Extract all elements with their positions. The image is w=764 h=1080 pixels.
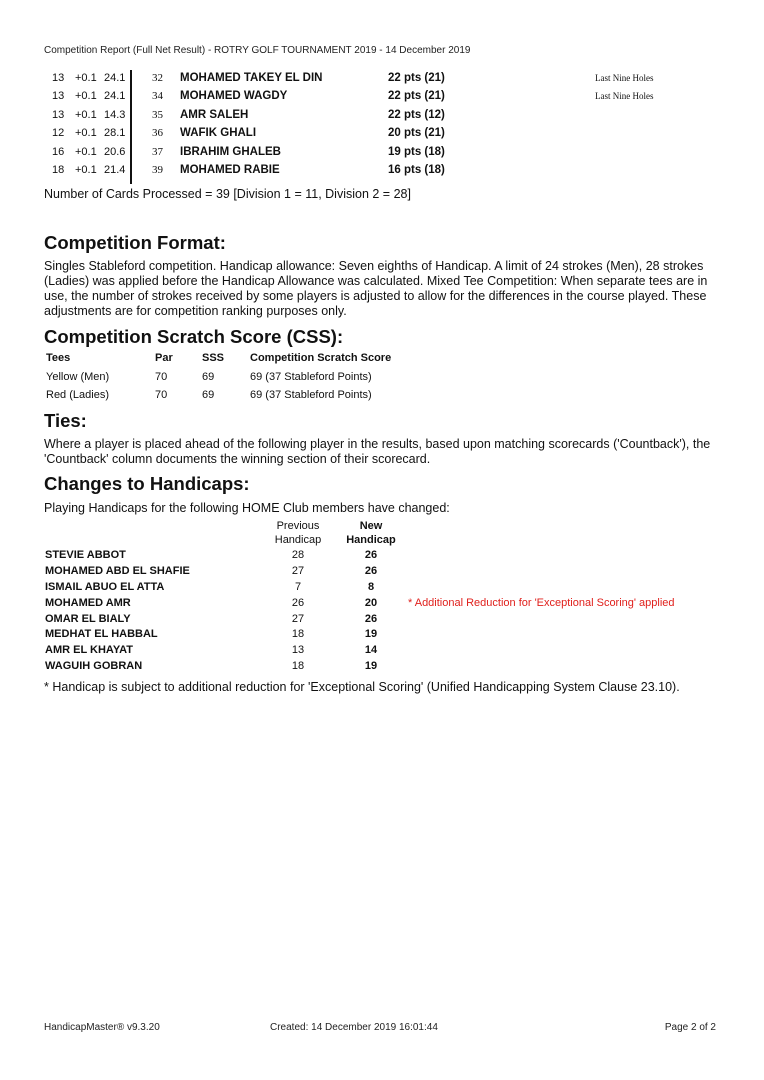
player-name: AMR SALEH — [180, 108, 249, 121]
sss: 69 — [202, 370, 215, 383]
sss: 69 — [202, 389, 215, 401]
report-title: Competition Report (Full Net Result) - ROTRY GOLF TOURNAMENT 2019 - 14 December 2019 — [44, 45, 471, 56]
playing-handicap: 12 — [52, 127, 65, 140]
par: 70 — [155, 370, 168, 383]
page-number: Page 2 of 2 — [664, 1022, 716, 1033]
handicap-index: 14.3 — [104, 108, 126, 121]
countback: Last Nine Holes — [595, 73, 654, 83]
previous-handicap: 28 — [291, 549, 305, 561]
points: 20 pts (21) — [388, 127, 445, 140]
tees: Yellow (Men) — [46, 370, 110, 383]
col-new-line2: Handicap — [346, 533, 396, 546]
handicap-row — [44, 612, 724, 628]
position: 39 — [152, 163, 163, 176]
previous-handicap: 27 — [291, 564, 305, 577]
player-name: IBRAHIM GHALEB — [180, 145, 281, 158]
adjustment: +0.1 — [75, 108, 97, 121]
player-name: MOHAMED TAKEY EL DIN — [180, 72, 323, 84]
handicap-row — [44, 596, 724, 612]
new-handicap: 19 — [364, 660, 378, 673]
member-name: WAGUIH GOBRAN — [45, 660, 143, 673]
results-table — [44, 70, 724, 180]
previous-handicap: 27 — [291, 612, 305, 625]
previous-handicap: 18 — [291, 628, 305, 641]
adjustment: +0.1 — [75, 127, 97, 140]
new-handicap: 26 — [364, 612, 378, 625]
previous-handicap: 7 — [294, 580, 302, 593]
result-row — [44, 88, 724, 106]
css-value: 69 (37 Stableford Points) — [250, 370, 372, 383]
countback: Last Nine Holes — [595, 91, 654, 102]
position: 37 — [152, 145, 163, 158]
previous-handicap: 26 — [291, 596, 305, 609]
points: 22 pts (21) — [388, 72, 445, 84]
position: 36 — [152, 127, 163, 140]
handicap-row — [44, 627, 724, 643]
tees: Red (Ladies) — [46, 389, 109, 401]
handicap-index: 28.1 — [104, 127, 126, 140]
player-name: MOHAMED WAGDY — [180, 90, 288, 103]
member-name: MOHAMED ABD EL SHAFIE — [45, 564, 190, 577]
css-value: 69 (37 Stableford Points) — [250, 389, 372, 401]
playing-handicap: 13 — [52, 72, 65, 84]
handicap-index: 20.6 — [104, 145, 126, 158]
handicap-changes-intro: Playing Handicaps for the following HOME Club members have changed: — [44, 501, 450, 515]
member-name: MOHAMED AMR — [45, 596, 131, 609]
handicap-row — [44, 580, 724, 596]
new-handicap: 19 — [364, 628, 378, 641]
result-row — [44, 107, 724, 125]
cards-processed: Number of Cards Processed = 39 [Division 1 = 11, Division 2 = 28] — [44, 187, 411, 201]
col-new-handicap — [331, 520, 411, 547]
col-par: Par — [155, 352, 173, 364]
position: 35 — [152, 108, 163, 121]
playing-handicap: 18 — [52, 163, 65, 176]
css-heading: Competition Scratch Score (CSS): — [44, 326, 344, 347]
handicap-index: 21.4 — [104, 163, 126, 176]
previous-handicap: 13 — [291, 644, 305, 657]
handicap-index: 24.1 — [104, 90, 126, 103]
handicap-row — [44, 564, 724, 580]
exceptional-scoring-note: * Additional Reduction for 'Exceptional Scoring' applied — [408, 596, 675, 609]
new-handicap: 26 — [364, 549, 378, 561]
playing-handicap: 13 — [52, 90, 65, 103]
exceptional-scoring-footnote: * Handicap is subject to additional reduction for 'Exceptional Scoring' (Unified Handicapping System Clause 23.10). — [44, 680, 680, 694]
col-sss: SSS — [202, 352, 225, 364]
points: 19 pts (18) — [388, 145, 445, 158]
software-version: HandicapMaster® v9.3.20 — [44, 1022, 160, 1033]
member-name: STEVIE ABBOT — [45, 549, 126, 561]
points: 16 pts (18) — [388, 163, 445, 176]
position: 34 — [152, 90, 163, 103]
ties-heading: Ties: — [44, 410, 87, 431]
player-name: WAFIK GHALI — [180, 127, 257, 140]
new-handicap: 8 — [367, 580, 375, 593]
previous-handicap: 18 — [291, 660, 305, 673]
member-name: AMR EL KHAYAT — [45, 644, 134, 657]
member-name: ISMAIL ABUO EL ATTA — [45, 580, 165, 593]
par: 70 — [155, 389, 168, 401]
new-handicap: 20 — [364, 596, 378, 609]
handicap-row — [44, 548, 724, 564]
result-row — [44, 162, 724, 180]
playing-handicap: 16 — [52, 145, 65, 158]
handicap-index: 24.1 — [104, 72, 126, 84]
member-name: OMAR EL BIALY — [45, 612, 131, 625]
result-row — [44, 70, 724, 88]
new-handicap: 26 — [364, 564, 378, 577]
adjustment: +0.1 — [75, 72, 97, 84]
adjustment: +0.1 — [75, 163, 97, 176]
col-previous-line2: Handicap — [274, 533, 322, 546]
player-name: MOHAMED RABIE — [180, 163, 280, 176]
competition-format-heading: Competition Format: — [44, 232, 226, 253]
new-handicap: 14 — [364, 644, 378, 657]
result-row — [44, 125, 724, 143]
adjustment: +0.1 — [75, 145, 97, 158]
handicap-changes-table — [44, 548, 724, 675]
created-timestamp: Created: 14 December 2019 16:01:44 — [270, 1022, 438, 1033]
playing-handicap: 13 — [52, 108, 65, 121]
points: 22 pts (12) — [388, 108, 445, 121]
col-css: Competition Scratch Score — [250, 352, 392, 364]
member-name: MEDHAT EL HABBAL — [45, 628, 158, 641]
col-new-line1: New — [359, 520, 383, 532]
points: 22 pts (21) — [388, 90, 445, 103]
ties-text: Where a player is placed ahead of the following player in the results, based upon matching scorecards ('Countback'), the 'Countback' column documents the winning section of their scorecard. — [44, 437, 711, 466]
col-previous-handicap — [258, 520, 338, 547]
col-previous-line1: Previous — [276, 520, 320, 532]
handicap-row — [44, 659, 724, 675]
position: 32 — [152, 72, 163, 84]
col-tees: Tees — [46, 352, 71, 364]
competition-format-text: Singles Stableford competition. Handicap allowance: Seven eighths of Handicap. A limit of 24 strokes (Men), 28 strokes (Ladies) was applied before the Handicap Allowance was calculated. Mixed Tee Competition: When separate tees are in use, the number of strokes received by some players is adjusted to allow for the differences in the course played. These adjustments are for competition ranking purposes only. — [44, 259, 708, 318]
result-row — [44, 144, 724, 162]
handicap-row — [44, 643, 724, 659]
adjustment: +0.1 — [75, 90, 97, 103]
handicap-changes-heading: Changes to Handicaps: — [44, 473, 250, 494]
